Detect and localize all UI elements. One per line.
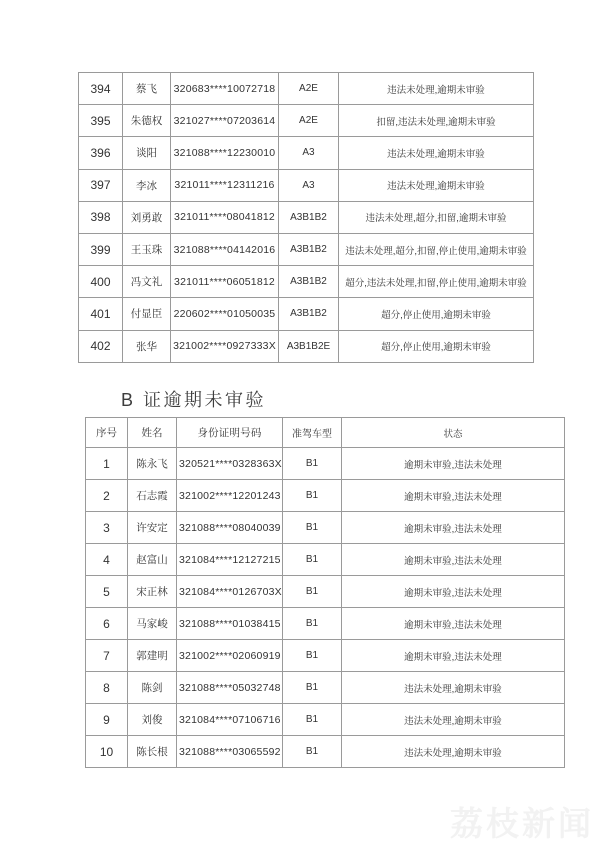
table-cell: 陈剑 [128,672,177,704]
table-row [86,736,565,768]
table-cell: 320521****0328363X [177,448,283,480]
table-cell: 2 [86,480,128,512]
table-cell: 321002****12201243 [177,480,283,512]
table-cell: A3B1B2E [279,330,339,362]
table-cell: 321088****03065592 [177,736,283,768]
table-row [79,233,534,265]
column-header: 状态 [342,418,565,448]
table-row [86,480,565,512]
table-cell: 321088****05032748 [177,672,283,704]
table-cell: 逾期未审验,违法未处理 [342,608,565,640]
column-header: 序号 [86,418,128,448]
table-cell: 超分,停止使用,逾期未审验 [339,298,534,330]
table-cell: 违法未处理,逾期未审验 [339,73,534,105]
header-row [86,418,565,448]
table-row [86,576,565,608]
table-cell: A3 [279,169,339,201]
table-cell: A3B1B2 [279,266,339,298]
table-cell: 7 [86,640,128,672]
section-b-heading: B 证逾期未审验 [121,390,267,410]
table-cell: 321011****06051812 [171,266,279,298]
table-cell: 321088****12230010 [171,137,279,169]
table-cell: B1 [283,448,342,480]
table-cell: B1 [283,576,342,608]
table-cell: 超分,违法未处理,扣留,停止使用,逾期未审验 [339,266,534,298]
table-cell: 402 [79,330,123,362]
table-cell: B1 [283,512,342,544]
column-header: 姓名 [128,418,177,448]
table-cell: 1 [86,448,128,480]
table-cell: 付显臣 [123,298,171,330]
table-cell: 超分,停止使用,逾期未审验 [339,330,534,362]
table-cell: 违法未处理,超分,扣留,逾期未审验 [339,201,534,233]
table-cell: 许安定 [128,512,177,544]
table-row [79,169,534,201]
table-cell: 394 [79,73,123,105]
table-cell: 违法未处理,逾期未审验 [342,672,565,704]
table-cell: 张华 [123,330,171,362]
table-cell: 王玉珠 [123,233,171,265]
table-row [79,137,534,169]
table-cell: 4 [86,544,128,576]
table-cell: 400 [79,266,123,298]
table-cell: 逾期未审验,违法未处理 [342,576,565,608]
table-cell: A2E [279,73,339,105]
table-cell: 逾期未审验,违法未处理 [342,448,565,480]
table-row [79,201,534,233]
table-cell: 5 [86,576,128,608]
table-cell: 397 [79,169,123,201]
table-cell: 321011****12311216 [171,169,279,201]
table-cell: B1 [283,640,342,672]
table-row [86,448,565,480]
table-cell: A3B1B2 [279,298,339,330]
table-row [79,105,534,137]
table-row [79,330,534,362]
table-row [86,704,565,736]
table-cell: B1 [283,672,342,704]
table-cell: B1 [283,544,342,576]
table-cell: 郭建明 [128,640,177,672]
table-cell: B1 [283,704,342,736]
a-license-table [78,72,534,363]
b-license-table [85,417,565,768]
table-cell: A2E [279,105,339,137]
table-row [79,298,534,330]
table-cell: 赵富山 [128,544,177,576]
table-cell: 3 [86,512,128,544]
table-cell: 扣留,违法未处理,逾期未审验 [339,105,534,137]
table-cell: 321011****08041812 [171,201,279,233]
table-cell: 陈长根 [128,736,177,768]
table-cell: 8 [86,672,128,704]
table-cell: 321088****08040039 [177,512,283,544]
table-cell: B1 [283,608,342,640]
table-cell: 321088****01038415 [177,608,283,640]
table-cell: 逾期未审验,违法未处理 [342,480,565,512]
table-cell: A3B1B2 [279,201,339,233]
table-cell: 违法未处理,逾期未审验 [342,736,565,768]
table-row [79,73,534,105]
table-cell: 6 [86,608,128,640]
table-cell: 刘勇敢 [123,201,171,233]
table-cell: 321084****0126703X [177,576,283,608]
table-cell: 朱德权 [123,105,171,137]
table-cell: 宋正林 [128,576,177,608]
lizhi-news-watermark: 荔枝新闻 [450,805,594,842]
table-cell: 399 [79,233,123,265]
column-header: 身份证明号码 [177,418,283,448]
table-cell: 违法未处理,逾期未审验 [342,704,565,736]
table-cell: 逾期未审验,违法未处理 [342,640,565,672]
table-cell: 石志霞 [128,480,177,512]
table-cell: 220602****01050035 [171,298,279,330]
table-cell: 321084****07106716 [177,704,283,736]
table-cell: 逾期未审验,违法未处理 [342,512,565,544]
table-cell: 冯文礼 [123,266,171,298]
table-cell: 李冰 [123,169,171,201]
table-cell: 395 [79,105,123,137]
table-cell: A3B1B2 [279,233,339,265]
table-cell: 321084****12127215 [177,544,283,576]
table-cell: 违法未处理,逾期未审验 [339,169,534,201]
table-row [86,544,565,576]
table-cell: 逾期未审验,违法未处理 [342,544,565,576]
table-row [86,512,565,544]
table-cell: B1 [283,736,342,768]
table-cell: 蔡飞 [123,73,171,105]
table-cell: 陈永飞 [128,448,177,480]
table-cell: 违法未处理,逾期未审验 [339,137,534,169]
table-cell: 违法未处理,超分,扣留,停止使用,逾期未审验 [339,233,534,265]
table-cell: 10 [86,736,128,768]
table-cell: 321002****02060919 [177,640,283,672]
table-cell: 刘俊 [128,704,177,736]
table-cell: 401 [79,298,123,330]
table-cell: 320683****10072718 [171,73,279,105]
table-cell: 398 [79,201,123,233]
table-cell: 321088****04142016 [171,233,279,265]
table-cell: 321027****07203614 [171,105,279,137]
column-header: 准驾车型 [283,418,342,448]
table-row [79,266,534,298]
table-cell: 321002****0927333X [171,330,279,362]
table-cell: A3 [279,137,339,169]
table-row [86,608,565,640]
table-cell: B1 [283,480,342,512]
table-row [86,640,565,672]
table-cell: 马家峻 [128,608,177,640]
table-cell: 9 [86,704,128,736]
table-cell: 谈阳 [123,137,171,169]
table-cell: 396 [79,137,123,169]
table-row [86,672,565,704]
